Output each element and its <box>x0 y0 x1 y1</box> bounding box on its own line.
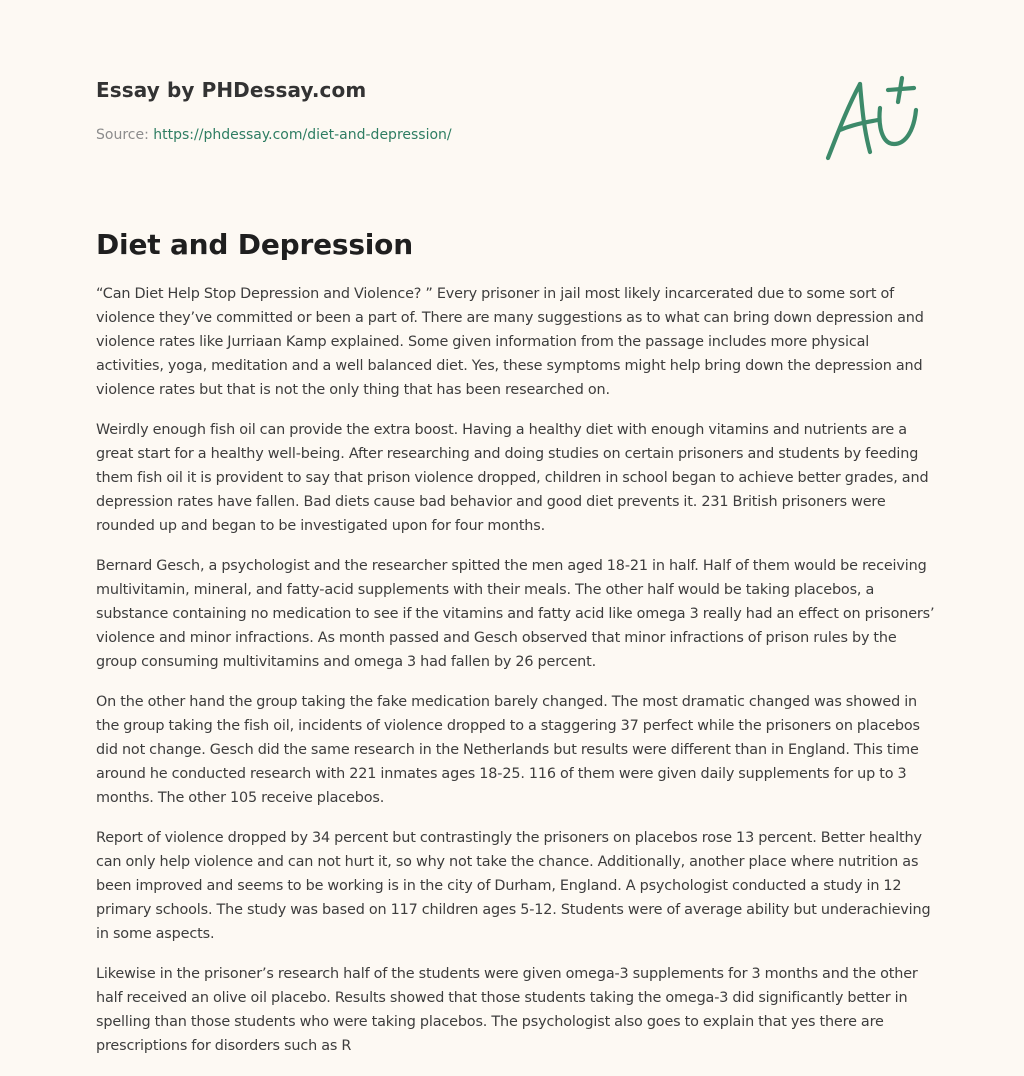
essay-title: Diet and Depression <box>96 228 413 261</box>
source-link[interactable]: https://phdessay.com/diet-and-depression/ <box>153 127 452 143</box>
a-plus-grade-icon <box>818 68 930 168</box>
brand-title: Essay by PHDessay.com <box>96 78 367 102</box>
essay-paragraph-2: Weirdly enough fish oil can provide the extra boost. Having a healthy diet with enough vitamins and nutrients are a great start for a healthy well-being. After researching and doing studies on certain prisoners and students by feeding them fish oil it is provident to say that prison violence dropped, children in school began to achieve better grades, and depression rates have fallen. Bad diets cause bad behavior and good diet prevents it. 231 British prisoners were rounded up and began to be investigated upon for four months. <box>96 422 929 534</box>
essay-paragraph-5: Report of violence dropped by 34 percent but contrastingly the prisoners on placebos rose 13 percent. Better healthy can only help violence and can not hurt it, so why not take the chance. Additionally, another place where nutrition as been improved and seems to be working is in the city of Durham, England. A psychologist conducted a study in 12 primary schools. The study was based on 117 children ages 5-12. Students were of average ability but underachieving in some aspects. <box>96 830 931 942</box>
essay-article <box>96 226 936 1074</box>
source-line <box>96 125 796 145</box>
source-label: Source: <box>96 127 154 143</box>
essay-paragraph-4: On the other hand the group taking the fake medication barely changed. The most dramatic changed was showed in the group taking the fish oil, incidents of violence dropped to a staggering 37 perfect while the prisoners on placebos did not change. Gesch did the same research in the Netherlands but results were different than in England. This time around he conducted research with 221 inmates ages 18-25. 116 of them were given daily supplements for up to 3 months. The other 105 receive placebos. <box>96 694 920 806</box>
essay-paragraph-1: “Can Diet Help Stop Depression and Violence? ” Every prisoner in jail most likely incarcerated due to some sort of violence they’ve committed or been a part of. There are many suggestions as to what can bring down depression and violence rates like Jurriaan Kamp explained. Some given information from the passage includes more physical activities, yoga, meditation and a well balanced diet. Yes, these symptoms might help bring down the depression and violence rates but that is not the only thing that has been researched on. <box>96 286 924 398</box>
essay-paragraph-6: Likewise in the prisoner’s research half of the students were given omega-3 supplements for 3 months and the other half received an olive oil placebo. Results showed that those students taking the omega-3 did significantly better in spelling than those students who were taking placebos. The psychologist also goes to explain that yes there are prescriptions for disorders such as R <box>96 966 918 1054</box>
essay-paragraph-3: Bernard Gesch, a psychologist and the researcher spitted the men aged 18-21 in half. Half of them would be receiving multivitamin, mineral, and fatty-acid supplements with their meals. The other half would be taking placebos, a substance containing no medication to see if the vitamins and fatty acid like omega 3 really had an effect on prisoners’ violence and minor infractions. As month passed and Gesch observed that minor infractions of prison rules by the group consuming multivitamins and omega 3 had fallen by 26 percent. <box>96 558 935 670</box>
essay-header <box>96 76 796 145</box>
